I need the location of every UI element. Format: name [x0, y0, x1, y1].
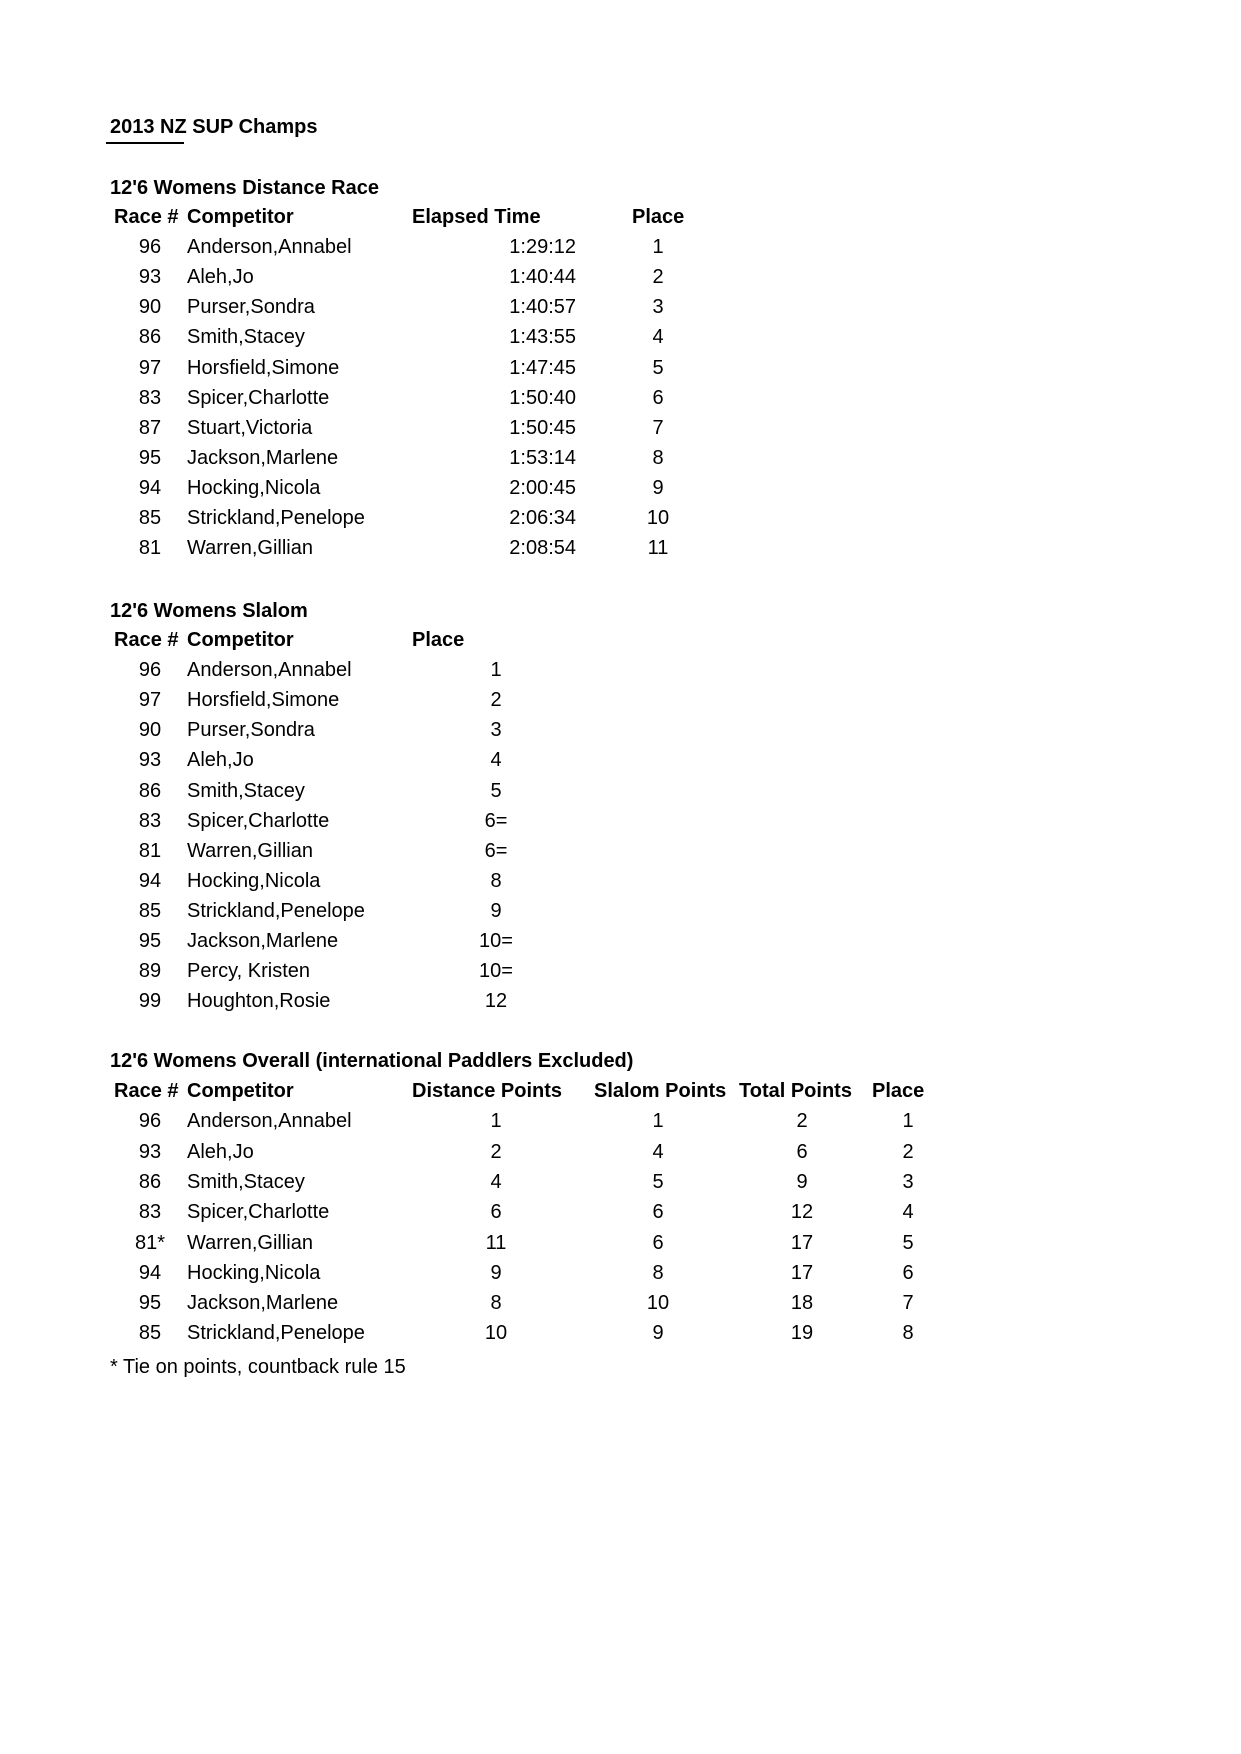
table-row: [0, 1232, 1241, 1262]
table-row: [0, 1171, 1241, 1201]
distance-time-cell: 1:43:55: [509, 326, 576, 349]
distance-name-cell: Aleh,Jo: [187, 266, 254, 289]
distance-time-cell: 1:50:40: [509, 386, 576, 409]
slalom-name-cell: Hocking,Nicola: [187, 869, 321, 892]
distance-time-cell: 1:40:57: [509, 296, 576, 319]
overall-place-cell: 4: [902, 1201, 914, 1224]
distance-num-cell: 96: [138, 236, 162, 259]
overall-dist-cell: 6: [490, 1201, 502, 1224]
distance-name-cell: Anderson,Annabel: [187, 236, 352, 259]
distance-num-cell: 87: [138, 416, 162, 439]
overall-slalom-cell: 8: [652, 1261, 664, 1284]
overall-header-cell: Distance Points: [412, 1080, 563, 1102]
distance-num-cell: 94: [138, 476, 162, 499]
slalom-place-cell: 8: [490, 869, 502, 892]
overall-section-title: 12'6 Womens Overall (international Paddlers Excluded): [110, 1050, 634, 1072]
overall-slalom-cell: 1: [652, 1110, 664, 1133]
overall-place-cell: 6: [902, 1261, 914, 1284]
slalom-name-cell: Horsfield,Simone: [187, 689, 340, 712]
table-row: [0, 1201, 1241, 1231]
overall-num-cell: 81*: [134, 1231, 166, 1254]
slalom-name-cell: Jackson,Marlene: [187, 930, 339, 952]
slalom-place-cell: 2: [490, 689, 502, 712]
distance-num-cell: 93: [138, 266, 162, 289]
slalom-place-cell: 5: [490, 779, 502, 802]
title-underline: [106, 142, 184, 144]
distance-place-cell: 8: [652, 446, 664, 469]
slalom-section-title: 12'6 Womens Slalom: [110, 600, 308, 622]
overall-dist-cell: 10: [484, 1322, 508, 1345]
overall-total-cell: 17: [790, 1261, 814, 1284]
table-row: [0, 990, 1241, 1020]
overall-slalom-cell: 5: [652, 1170, 664, 1193]
distance-place-cell: 2: [652, 266, 664, 289]
slalom-name-cell: Smith,Stacey: [187, 779, 305, 802]
table-row: [0, 900, 1241, 930]
overall-name-cell: Warren,Gillian: [187, 1231, 313, 1254]
distance-place-cell: 3: [652, 296, 664, 319]
distance-time-cell: 2:00:45: [509, 476, 576, 499]
slalom-header-row: [0, 629, 1241, 659]
overall-name-cell: Jackson,Marlene: [187, 1292, 339, 1315]
distance-place-cell: 5: [652, 356, 664, 379]
distance-name-cell: Horsfield,Simone: [187, 356, 340, 379]
slalom-num-cell: 89: [138, 960, 162, 983]
table-row: [0, 266, 1241, 296]
overall-num-cell: 86: [138, 1170, 162, 1193]
overall-header-row: [0, 1080, 1241, 1110]
overall-slalom-cell: 6: [652, 1201, 664, 1224]
overall-name-cell: Smith,Stacey: [187, 1170, 305, 1193]
slalom-num-cell: 93: [138, 749, 162, 772]
distance-name-cell: Stuart,Victoria: [187, 416, 313, 439]
table-row: [0, 326, 1241, 356]
table-row: [0, 1262, 1241, 1292]
distance-num-cell: 83: [138, 386, 162, 409]
distance-name-cell: Hocking,Nicola: [187, 476, 321, 499]
overall-slalom-cell: 10: [646, 1292, 670, 1315]
overall-total-cell: 2: [796, 1110, 808, 1133]
slalom-name-cell: Purser,Sondra: [187, 719, 315, 742]
table-row: [0, 357, 1241, 387]
slalom-name-cell: Aleh,Jo: [187, 749, 254, 772]
slalom-place-cell: 6=: [484, 839, 508, 862]
distance-time-cell: 1:47:45: [509, 356, 576, 379]
distance-header-row: [0, 206, 1241, 236]
distance-place-cell: 1: [652, 236, 664, 259]
slalom-place-cell: 1: [490, 659, 502, 682]
overall-footnote: * Tie on points, countback rule 15: [110, 1356, 406, 1378]
overall-header-cell: Total Points: [739, 1080, 852, 1102]
table-row: [0, 870, 1241, 900]
distance-num-cell: 97: [138, 356, 162, 379]
slalom-place-cell: 3: [490, 719, 502, 742]
slalom-name-cell: Houghton,Rosie: [187, 990, 331, 1013]
distance-time-cell: 1:53:14: [509, 446, 576, 469]
slalom-num-cell: 97: [138, 689, 162, 712]
slalom-num-cell: 83: [138, 809, 162, 832]
overall-num-cell: 94: [138, 1261, 162, 1284]
overall-num-cell: 85: [138, 1322, 162, 1345]
slalom-header-cell: Competitor: [187, 629, 294, 651]
distance-header-cell: Competitor: [187, 206, 294, 228]
table-row: [0, 507, 1241, 537]
overall-name-cell: Strickland,Penelope: [187, 1322, 365, 1345]
overall-name-cell: Hocking,Nicola: [187, 1261, 321, 1284]
overall-place-cell: 3: [902, 1170, 914, 1193]
overall-num-cell: 95: [138, 1292, 162, 1315]
slalom-place-cell: 10=: [479, 930, 513, 952]
overall-total-cell: 19: [790, 1322, 814, 1345]
overall-name-cell: Anderson,Annabel: [187, 1110, 352, 1133]
distance-header-cell: Place: [632, 206, 685, 228]
distance-num-cell: 85: [138, 507, 162, 529]
overall-header-cell: Competitor: [187, 1080, 294, 1102]
distance-place-cell: 6: [652, 386, 664, 409]
table-row: [0, 477, 1241, 507]
overall-header-cell: Place: [872, 1080, 925, 1102]
distance-num-cell: 86: [138, 326, 162, 349]
overall-slalom-cell: 6: [652, 1231, 664, 1254]
slalom-place-cell: 10=: [479, 960, 513, 983]
slalom-header-cell: Place: [412, 629, 465, 651]
slalom-place-cell: 4: [490, 749, 502, 772]
slalom-num-cell: 90: [138, 719, 162, 742]
overall-dist-cell: 4: [490, 1170, 502, 1193]
distance-time-cell: 1:29:12: [509, 236, 576, 259]
slalom-header-cell: Race #: [114, 629, 179, 651]
overall-dist-cell: 11: [485, 1231, 507, 1254]
overall-total-cell: 17: [790, 1231, 814, 1254]
overall-num-cell: 96: [138, 1110, 162, 1133]
overall-place-cell: 1: [902, 1110, 914, 1133]
distance-header-cell: Elapsed Time: [412, 206, 541, 228]
overall-num-cell: 83: [138, 1201, 162, 1224]
overall-dist-cell: 9: [490, 1261, 502, 1284]
overall-name-cell: Spicer,Charlotte: [187, 1201, 330, 1224]
overall-header-cell: Race #: [114, 1080, 179, 1102]
slalom-num-cell: 95: [138, 930, 162, 952]
distance-num-cell: 81: [138, 537, 162, 560]
table-row: [0, 387, 1241, 417]
overall-total-cell: 6: [796, 1140, 808, 1163]
distance-num-cell: 90: [138, 296, 162, 319]
overall-place-cell: 5: [902, 1231, 914, 1254]
overall-total-cell: 9: [796, 1170, 808, 1193]
slalom-num-cell: 85: [138, 899, 162, 922]
distance-name-cell: Spicer,Charlotte: [187, 386, 330, 409]
overall-dist-cell: 8: [490, 1292, 502, 1315]
slalom-num-cell: 99: [138, 990, 162, 1013]
table-row: [0, 417, 1241, 447]
slalom-num-cell: 81: [138, 839, 162, 862]
overall-dist-cell: 1: [490, 1110, 502, 1133]
table-row: [0, 659, 1241, 689]
distance-name-cell: Warren,Gillian: [187, 537, 313, 560]
distance-num-cell: 95: [138, 446, 162, 469]
overall-total-cell: 12: [790, 1201, 814, 1224]
table-row: [0, 1141, 1241, 1171]
overall-dist-cell: 2: [490, 1140, 502, 1163]
distance-time-cell: 1:40:44: [509, 266, 576, 289]
table-row: [0, 537, 1241, 567]
slalom-place-cell: 6=: [484, 809, 508, 832]
table-row: [0, 689, 1241, 719]
distance-place-cell: 4: [652, 326, 664, 349]
page-title: 2013 NZ SUP Champs: [110, 116, 318, 138]
overall-place-cell: 2: [902, 1140, 914, 1163]
slalom-name-cell: Percy, Kristen: [187, 960, 310, 983]
distance-time-cell: 2:08:54: [509, 537, 576, 560]
table-row: [0, 840, 1241, 870]
distance-name-cell: Smith,Stacey: [187, 326, 305, 349]
distance-time-cell: 2:06:34: [509, 507, 576, 529]
table-row: [0, 1292, 1241, 1322]
distance-place-cell: 10: [646, 507, 670, 529]
table-row: [0, 1110, 1241, 1140]
distance-name-cell: Strickland,Penelope: [187, 507, 365, 529]
slalom-num-cell: 96: [138, 659, 162, 682]
table-row: [0, 236, 1241, 266]
table-row: [0, 780, 1241, 810]
overall-total-cell: 18: [790, 1292, 814, 1315]
distance-time-cell: 1:50:45: [509, 416, 576, 439]
slalom-place-cell: 9: [490, 899, 502, 922]
table-row: [0, 719, 1241, 749]
distance-header-cell: Race #: [114, 206, 179, 228]
overall-place-cell: 8: [902, 1322, 914, 1345]
distance-place-cell: 9: [652, 476, 664, 499]
slalom-place-cell: 12: [484, 990, 508, 1013]
slalom-num-cell: 94: [138, 869, 162, 892]
slalom-num-cell: 86: [138, 779, 162, 802]
slalom-name-cell: Strickland,Penelope: [187, 899, 365, 922]
table-row: [0, 960, 1241, 990]
distance-place-cell: 7: [652, 416, 664, 439]
table-row: [0, 930, 1241, 960]
overall-name-cell: Aleh,Jo: [187, 1140, 254, 1163]
overall-slalom-cell: 4: [652, 1140, 664, 1163]
table-row: [0, 749, 1241, 779]
overall-slalom-cell: 9: [652, 1322, 664, 1345]
table-row: [0, 810, 1241, 840]
table-row: [0, 296, 1241, 326]
table-row: [0, 1322, 1241, 1352]
slalom-name-cell: Warren,Gillian: [187, 839, 313, 862]
slalom-name-cell: Spicer,Charlotte: [187, 809, 330, 832]
distance-place-cell: 11: [647, 537, 669, 560]
distance-name-cell: Jackson,Marlene: [187, 446, 339, 469]
distance-name-cell: Purser,Sondra: [187, 296, 315, 319]
overall-num-cell: 93: [138, 1140, 162, 1163]
overall-header-cell: Slalom Points: [594, 1080, 727, 1102]
overall-place-cell: 7: [902, 1292, 914, 1315]
distance-section-title: 12'6 Womens Distance Race: [110, 177, 379, 199]
table-row: [0, 447, 1241, 477]
slalom-name-cell: Anderson,Annabel: [187, 659, 352, 682]
